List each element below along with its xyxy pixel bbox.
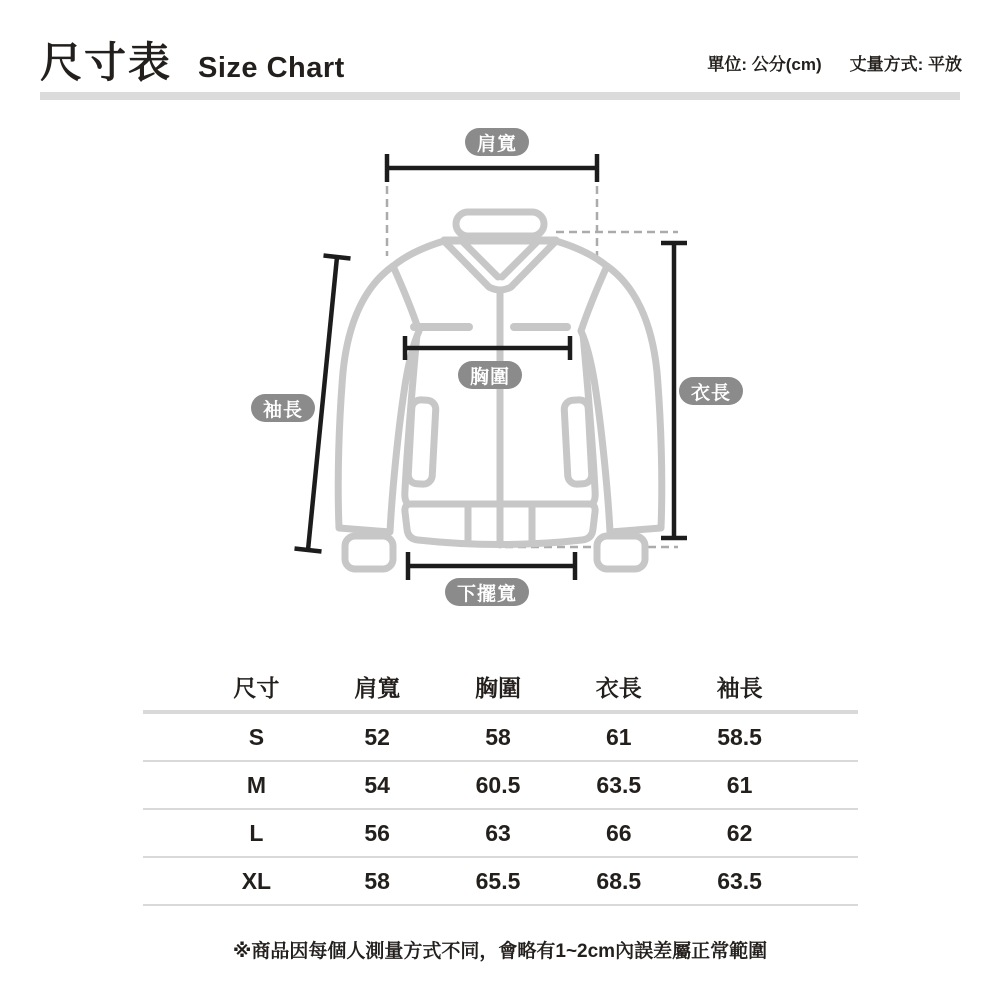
- value-cell: 61: [605, 723, 632, 750]
- value-cell: 56: [364, 819, 390, 846]
- size-cell: M: [246, 771, 266, 798]
- value-cell: 61: [726, 771, 753, 798]
- value-cell: 52: [364, 723, 390, 750]
- unit-label: 單位: 公分(cm): [707, 55, 822, 74]
- table-row: [143, 858, 858, 904]
- value-cell: 60.5: [475, 771, 521, 798]
- hem-width-pill: [445, 578, 529, 606]
- chest-width-label: 胸圍: [469, 366, 510, 388]
- size-cell: S: [248, 723, 265, 750]
- garment-length-pill: [679, 377, 743, 405]
- table-row: [143, 762, 858, 808]
- shoulder-width-label: 肩寬: [476, 133, 517, 155]
- value-cell: 65.5: [475, 867, 521, 894]
- measure-method-label: 丈量方式: 平放: [849, 55, 962, 74]
- table-row: [143, 810, 858, 856]
- value-cell: 68.5: [596, 867, 642, 894]
- header: [40, 30, 345, 90]
- column-header: 尺寸: [233, 674, 280, 701]
- header-meta: [707, 50, 962, 75]
- value-cell: 58: [485, 723, 511, 750]
- table-divider: [143, 904, 858, 906]
- hem-width-label: 下擺寬: [456, 583, 517, 605]
- sleeve-length-pill: [251, 394, 315, 422]
- table-header-row: [143, 662, 858, 710]
- shoulder-width-pill: [465, 128, 529, 156]
- size-table: [143, 662, 858, 906]
- value-cell: 63.5: [717, 867, 762, 894]
- column-header: 胸圍: [474, 674, 521, 701]
- column-header: 肩寬: [354, 674, 401, 701]
- value-cell: 54: [364, 771, 390, 798]
- value-cell: 63.5: [596, 771, 642, 798]
- value-cell: 62: [726, 819, 753, 846]
- value-cell: 66: [605, 819, 632, 846]
- jacket-outline: [338, 212, 662, 569]
- sleeve-length-label: 袖長: [262, 399, 303, 421]
- value-cell: 58: [364, 867, 390, 894]
- column-header: 衣長: [595, 674, 642, 701]
- table-row: [143, 714, 858, 760]
- page-subtitle: Size Chart: [198, 52, 345, 84]
- footnote: ※商品因每個人測量方式不同，會略有1~2cm內誤差屬正常範圍: [232, 941, 768, 962]
- header-divider: [40, 92, 960, 100]
- page-title: 尺寸表: [40, 39, 173, 86]
- chest-width-pill: [458, 361, 522, 389]
- value-cell: 58.5: [717, 723, 762, 750]
- size-cell: XL: [241, 867, 272, 894]
- garment-length-label: 衣長: [690, 382, 731, 404]
- size-cell: L: [249, 819, 264, 846]
- value-cell: 63: [485, 819, 511, 846]
- column-header: 袖長: [716, 674, 763, 701]
